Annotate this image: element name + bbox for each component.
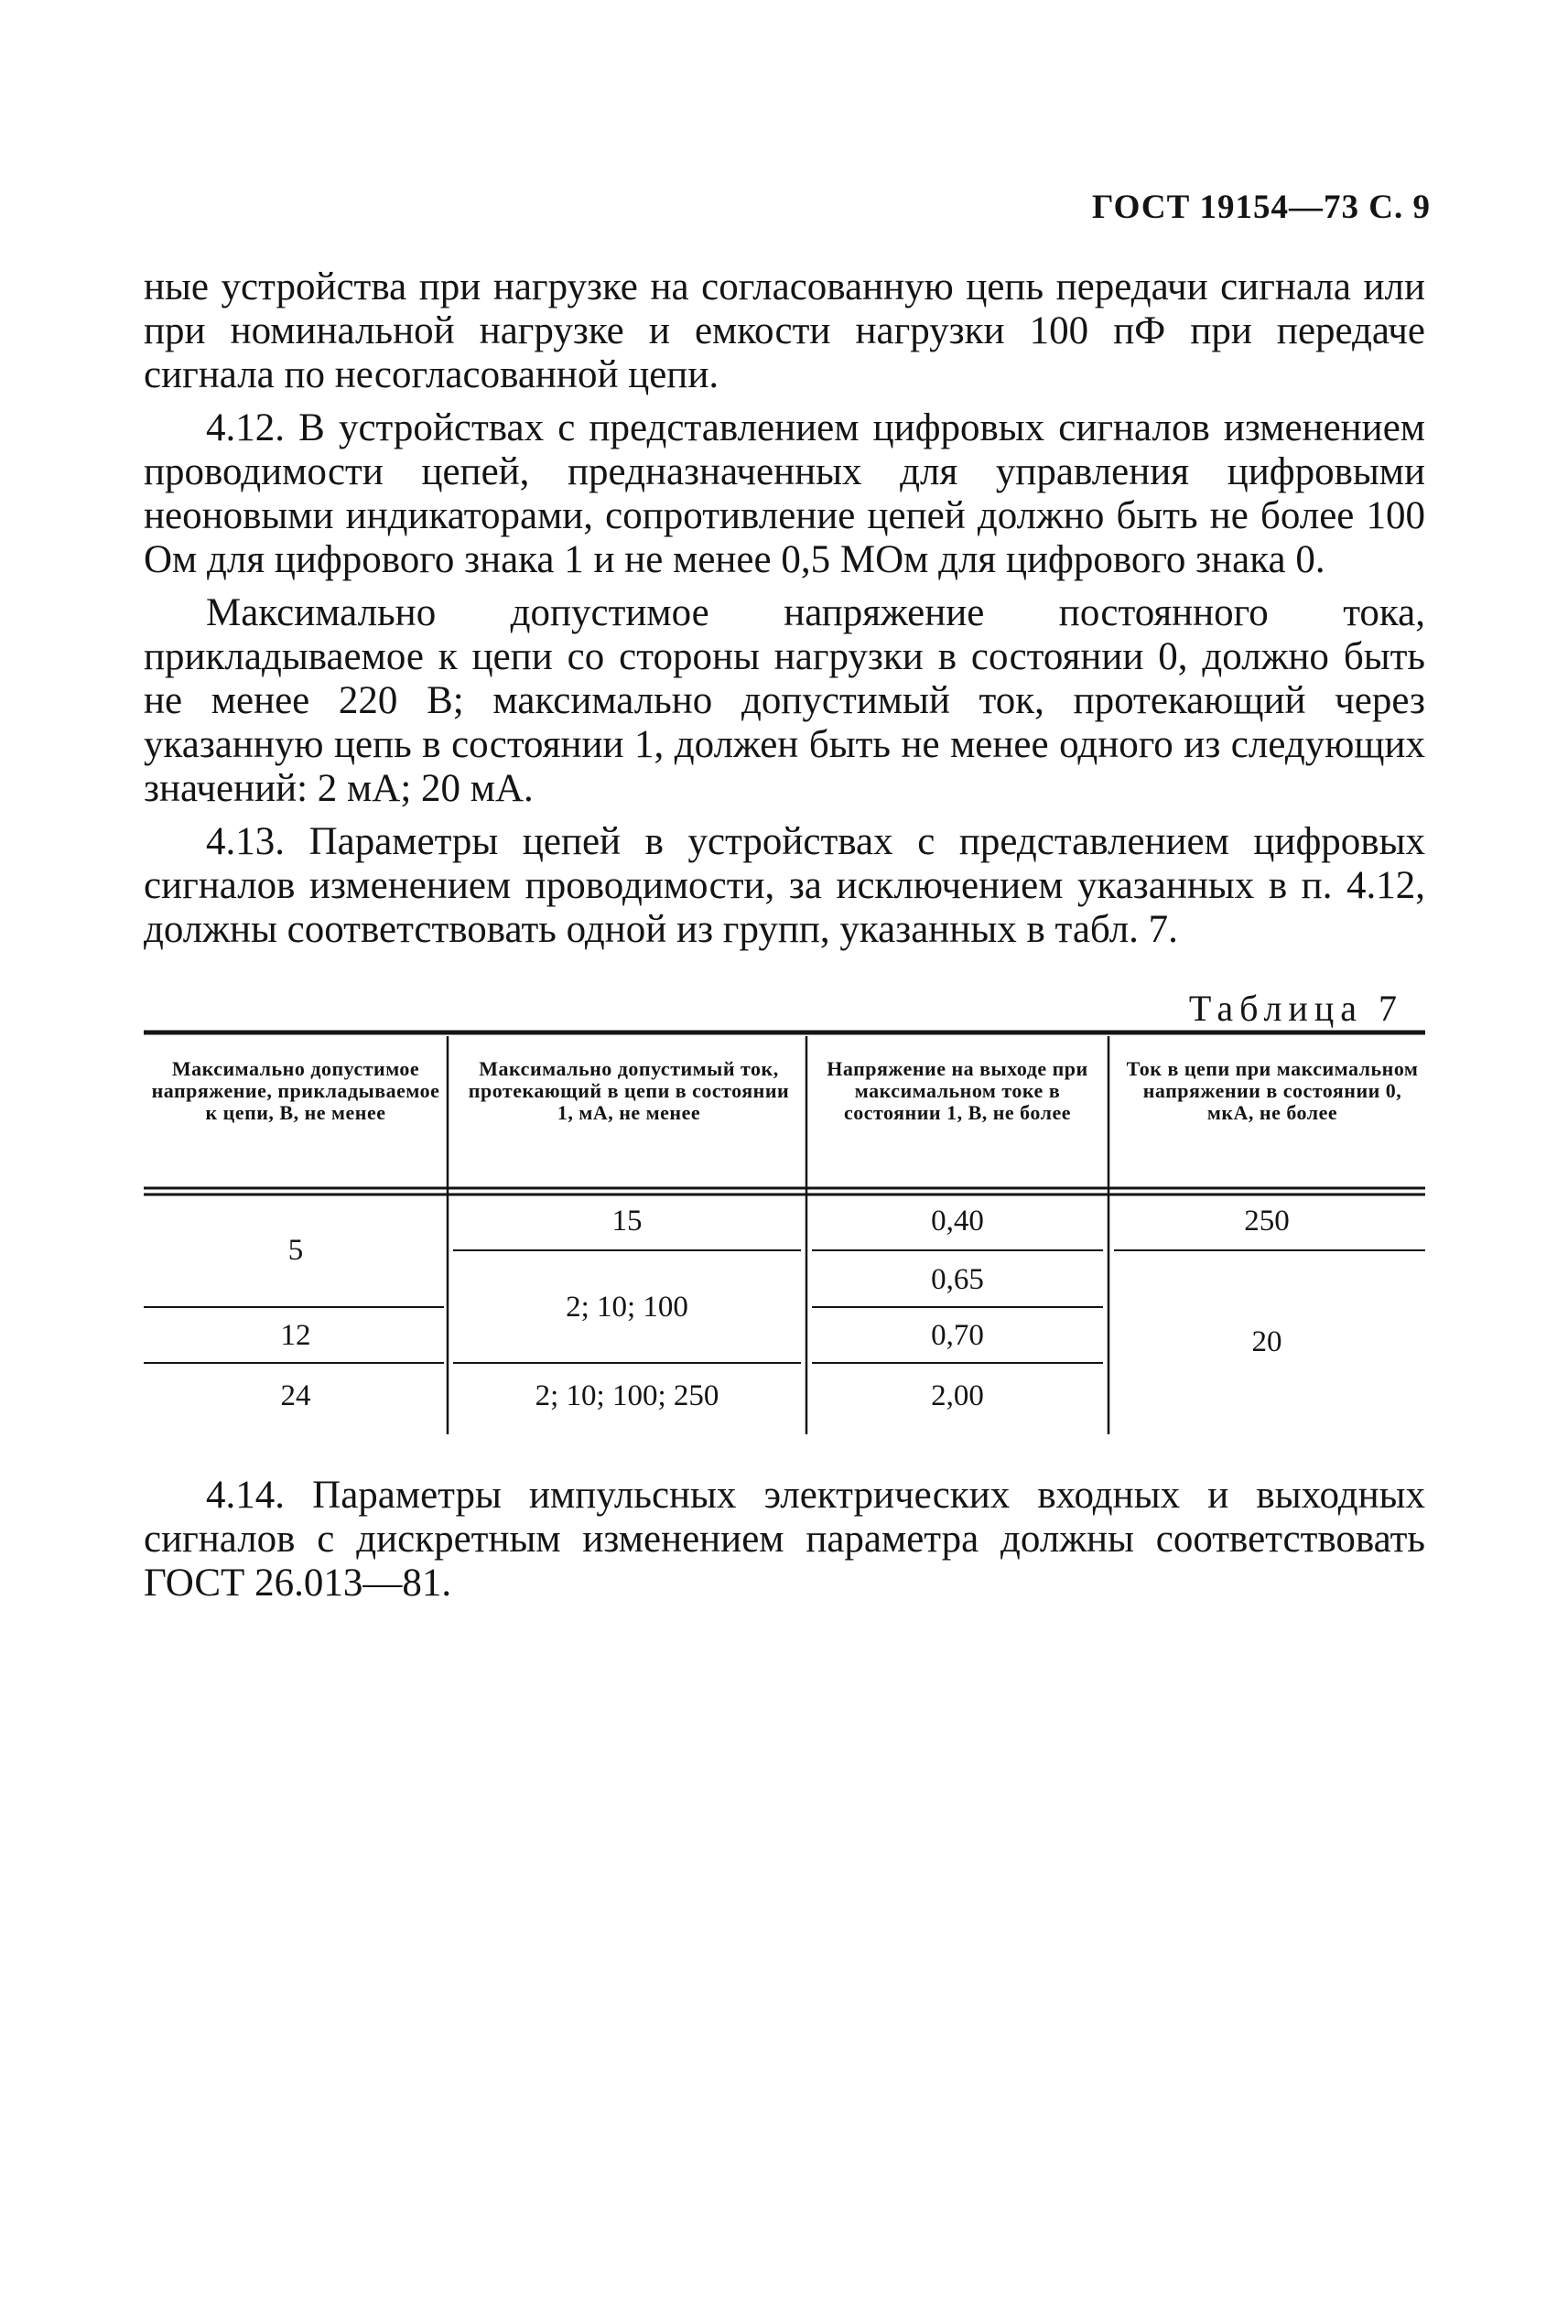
cell-leak-current-250: 250 [1244,1205,1290,1238]
footer-text [144,1474,1425,1605]
table-7 [144,1027,1425,1439]
cell-current-2-10-100-250: 2; 10; 100; 250 [535,1379,719,1412]
cell-leak-current-20: 20 [1251,1325,1282,1358]
table-caption: Таблица 7 [1188,988,1403,1029]
cell-output-voltage-070: 0,70 [931,1319,984,1352]
cell-current-15: 15 [611,1205,643,1238]
paragraph-continuation: ные устройства при нагрузке на согласованную цепь передачи сигнала или при номинальной нагрузке и емкости нагрузки 100 пФ при передаче сигнала по несогласованной цепи. [144,265,1425,396]
paragraph-4-14: 4.14. Параметры импульсных электрических входных и выходных сигналов с дискретным изменением параметра должны соответствовать ГОСТ 26.013—81. [144,1474,1425,1605]
cell-voltage-24: 24 [280,1379,311,1412]
paragraph-max-voltage: Максимально допустимое напряжение постоянного тока, прикладываемое к цепи со стороны нагрузки в состоянии 0, должно быть не менее 220 В; максимально допустимый ток, протекающий через указанную цепь в состоянии 1, должен быть не менее одного из следующих значений: 2 мА; 20 мА. [144,591,1425,810]
cell-output-voltage-065: 0,65 [931,1263,984,1296]
paragraph-4-12: 4.12. В устройствах с представлением цифровых сигналов изменением проводимости цепей, предназначенных для управления цифровыми неоновыми индикаторами, сопротивление цепей должно быть не более 100 Ом для цифрового знака 1 и не менее 0,5 МОм для цифрового знака 0. [144,406,1425,581]
header-cell-leak-current: Ток в цепи при максимальном напряжении в состоянии 0, мкА, не более [1126,1057,1419,1124]
header-cell-max-voltage: Максимально допустимое напряжение, прикладываемое к цепи, В, не менее [151,1057,440,1124]
header-cell-output-voltage: Напряжение на выходе при максимальном токе в состоянии 1, В, не более [827,1057,1088,1124]
cell-output-voltage-040: 0,40 [931,1205,984,1238]
cell-voltage-5: 5 [287,1234,304,1267]
cell-current-2-10-100: 2; 10; 100 [566,1291,688,1324]
header-cell-max-current: Максимально допустимый ток, протекающий в цепи в состоянии 1, мА, не менее [468,1057,790,1124]
cell-output-voltage-200: 2,00 [931,1379,984,1412]
paragraph-4-13: 4.13. Параметры цепей в устройствах с представлением цифровых сигналов изменением проводимости, за исключением указанных в п. 4.12, должны соответствовать одной из групп, указанных в табл. 7. [144,820,1425,951]
body-text [144,265,1425,961]
cell-voltage-12: 12 [280,1319,311,1352]
page-header: ГОСТ 19154—73 С. 9 [1092,189,1431,226]
